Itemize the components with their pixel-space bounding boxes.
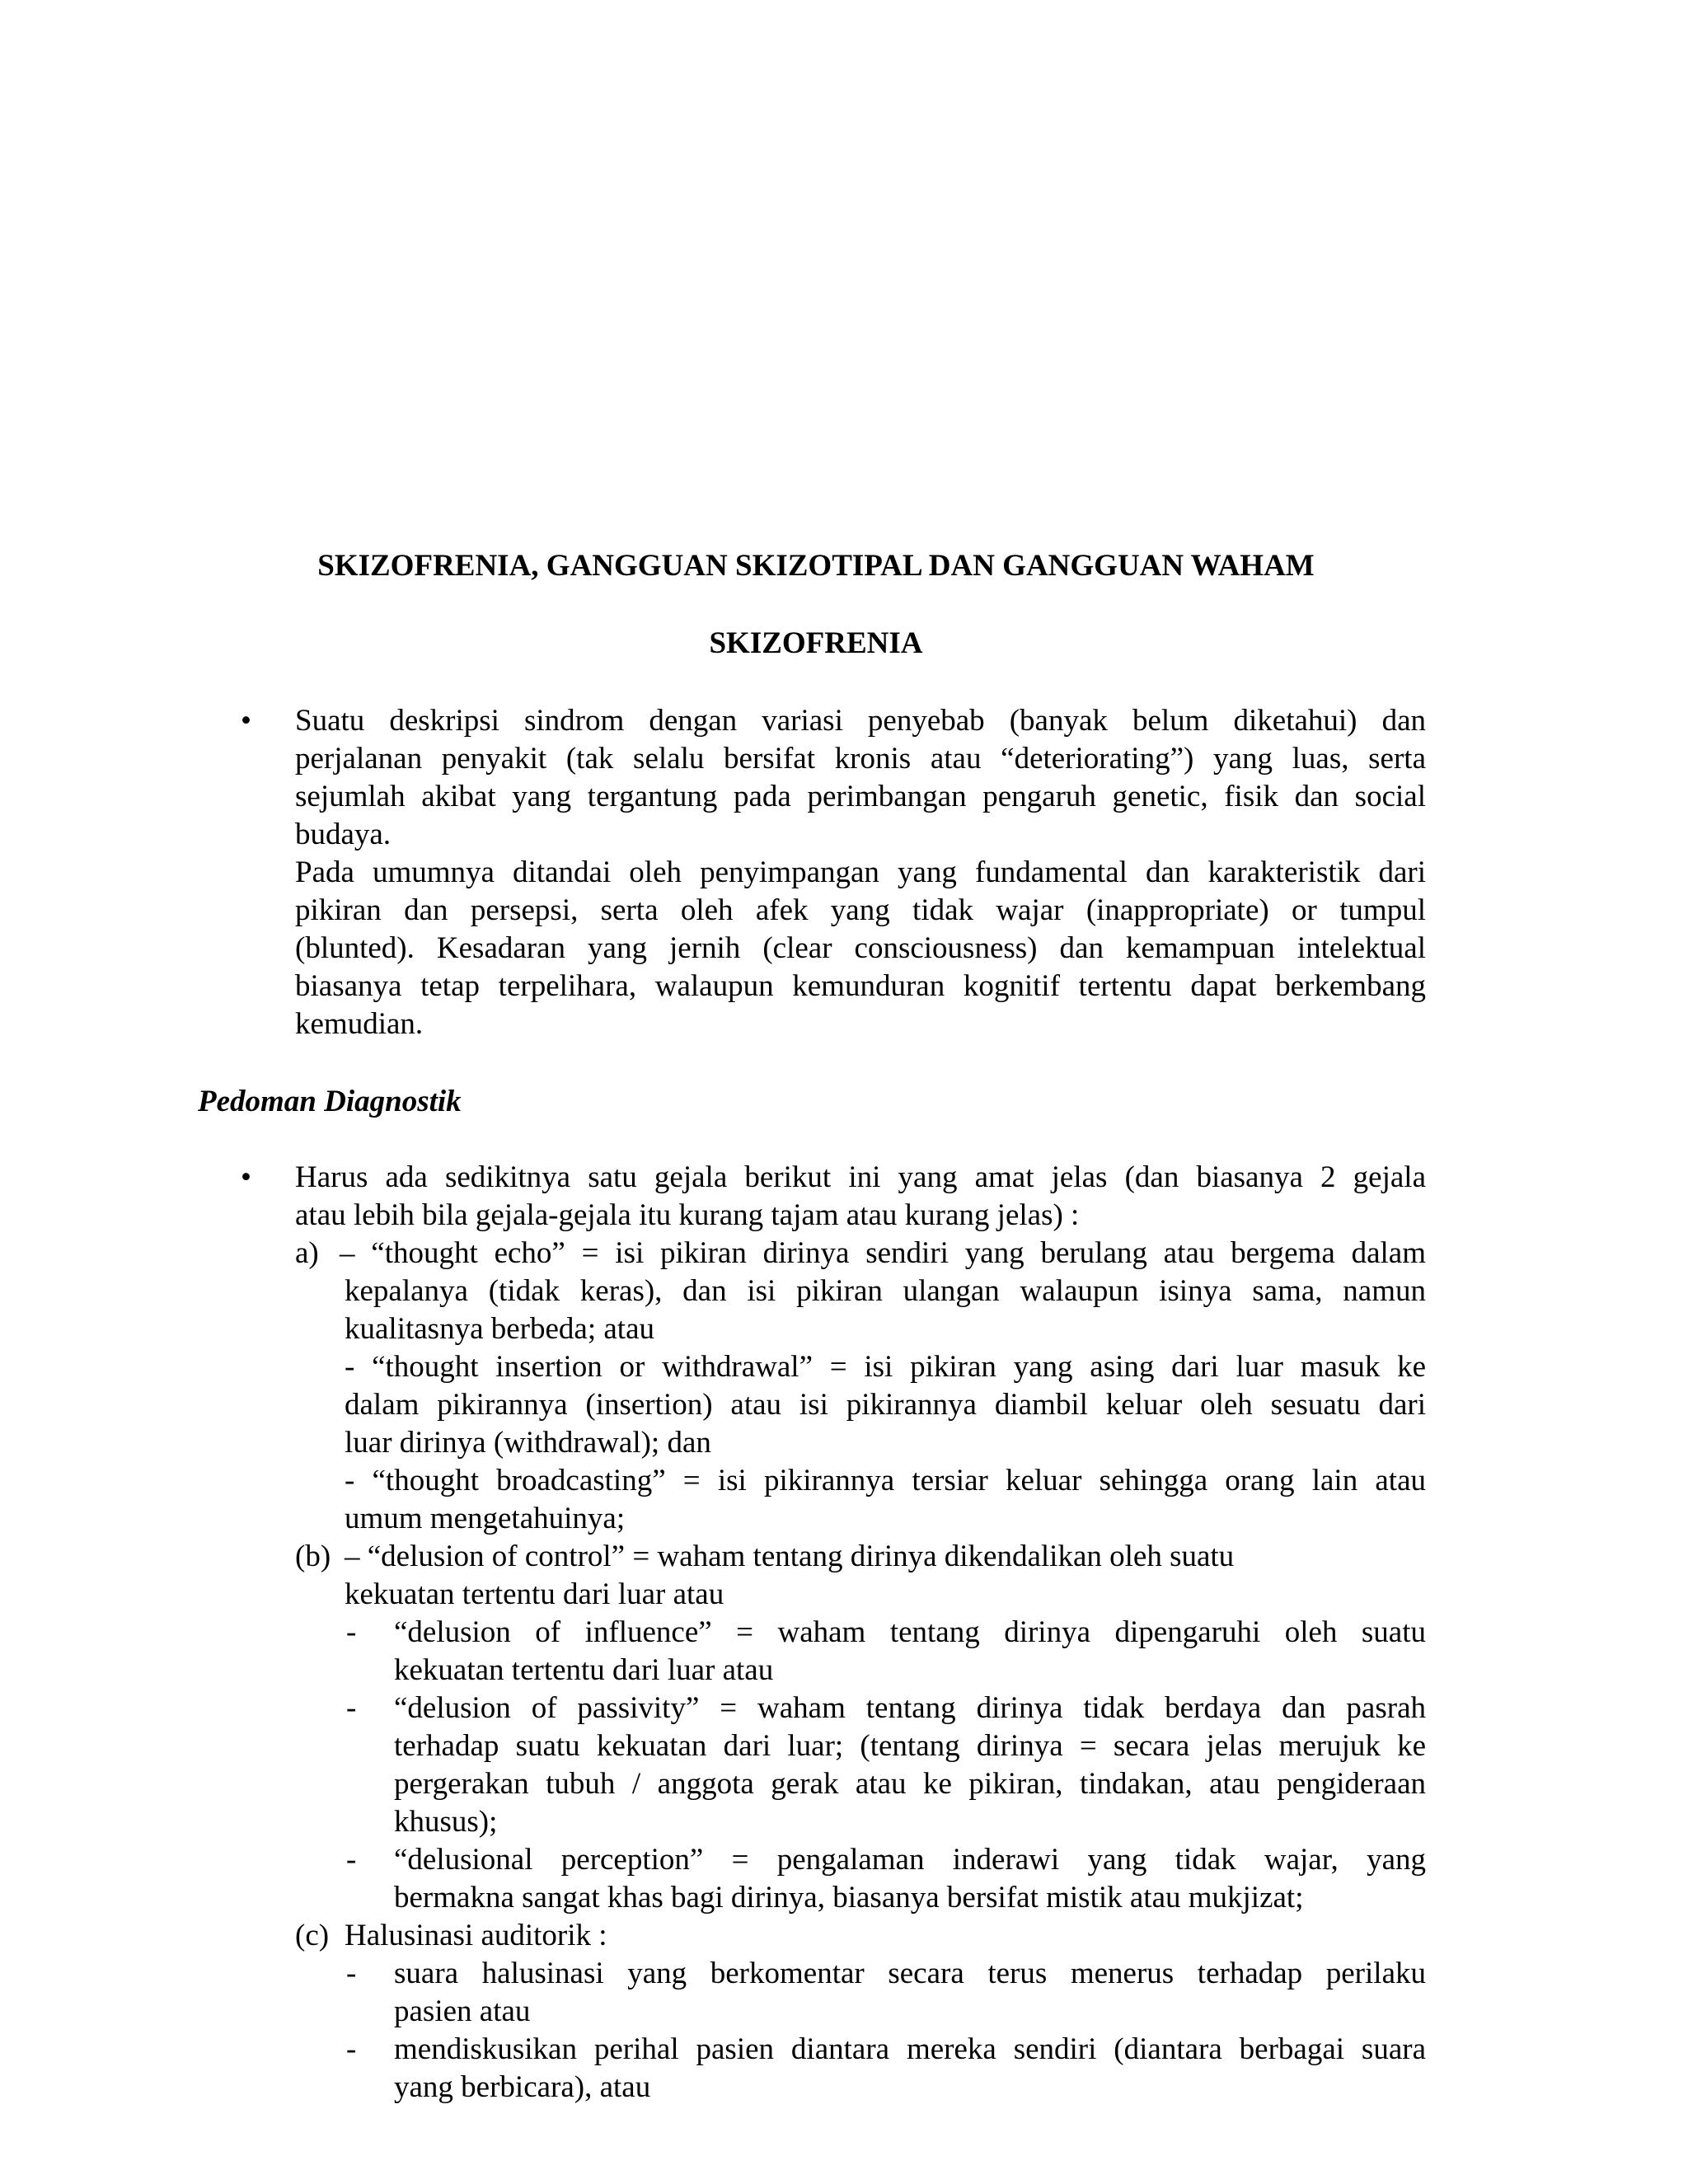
item-a-line: kualitasnya berbeda; atau xyxy=(345,1312,654,1346)
item-c-sub-line: suara halusinasi yang berkomentar secara terus menerus terhadap perilaku xyxy=(394,1957,1426,1990)
criteria-intro-line: Harus ada sedikitnya satu gejala berikut ini yang amat jelas (dan biasanya 2 gejala xyxy=(295,1160,1426,1194)
item-c-sub-line: mendiskusikan perihal pasien diantara mereka sendiri (diantara berbagai suara xyxy=(394,2032,1426,2066)
intro-line: biasanya tetap terpelihara, walaupun kemunduran kognitif tertentu dapat berkembang xyxy=(295,969,1426,1003)
item-a-line: – “thought echo” = isi pikiran dirinya sendiri yang berulang atau bergema dalam xyxy=(340,1236,1426,1270)
item-a-marker: a) xyxy=(295,1236,319,1270)
intro-line: sejumlah akibat yang tergantung pada perimbangan pengaruh genetic, fisik dan social xyxy=(295,780,1426,813)
item-a-line: kepalanya (tidak keras), dan isi pikiran ulangan walaupun isinya sama, namun xyxy=(345,1274,1426,1308)
bullet-icon: • xyxy=(241,1160,251,1194)
intro-line: kemudian. xyxy=(295,1007,424,1041)
item-b-sub-dash: - xyxy=(346,1615,357,1649)
item-c-label: Halusinasi auditorik : xyxy=(345,1919,607,1952)
document-title: SKIZOFRENIA, GANGGUAN SKIZOTIPAL DAN GANGGUAN WAHAM xyxy=(317,549,1315,583)
item-a-line: umum mengetahuinya; xyxy=(345,1502,626,1535)
item-c-marker: (c) xyxy=(295,1919,330,1952)
item-a-line: - “thought broadcasting” = isi pikirannya tersiar keluar sehingga orang lain atau xyxy=(345,1464,1426,1497)
item-a-line: - “thought insertion or withdrawal” = isi pikiran yang asing dari luar masuk ke xyxy=(345,1350,1426,1384)
item-b-sub-line: “delusional perception” = pengalaman inderawi yang tidak wajar, yang xyxy=(394,1843,1426,1877)
item-a-line: dalam pikirannya (insertion) atau isi pikirannya diambil keluar oleh sesuatu dari xyxy=(345,1388,1426,1422)
item-c-sub-dash: - xyxy=(346,1957,357,1990)
bullet-icon: • xyxy=(241,704,251,738)
item-a-line: luar dirinya (withdrawal); dan xyxy=(345,1426,711,1460)
item-b-sub-line: terhadap suatu kekuatan dari luar; (tentang dirinya = secara jelas merujuk ke xyxy=(394,1729,1426,1763)
criteria-intro-line: atau lebih bila gejala-gejala itu kurang tajam atau kurang jelas) : xyxy=(295,1198,1080,1232)
document-subtitle: SKIZOFRENIA xyxy=(709,626,923,660)
item-b-marker: (b) xyxy=(295,1540,331,1573)
item-b-sub-line: khusus); xyxy=(394,1805,498,1839)
item-c-sub-line: yang berbicara), atau xyxy=(394,2070,651,2104)
item-b-line: kekuatan tertentu dari luar atau xyxy=(345,1577,724,1611)
item-b-sub-dash: - xyxy=(346,1691,357,1725)
intro-line: budaya. xyxy=(295,818,392,851)
item-c-sub-dash: - xyxy=(346,2032,357,2066)
section-heading: Pedoman Diagnostik xyxy=(198,1085,462,1118)
item-b-sub-line: “delusion of influence” = waham tentang dirinya dipengaruhi oleh suatu xyxy=(394,1615,1426,1649)
item-b-sub-line: “delusion of passivity” = waham tentang dirinya tidak berdaya dan pasrah xyxy=(394,1691,1426,1725)
item-b-sub-line: bermakna sangat khas bagi dirinya, biasanya bersifat mistik atau mukjizat; xyxy=(394,1881,1304,1915)
item-c-sub-line: pasien atau xyxy=(394,1994,531,2028)
intro-line: perjalanan penyakit (tak selalu bersifat kronis atau “deteriorating”) yang luas, serta xyxy=(295,742,1426,776)
intro-line: (blunted). Kesadaran yang jernih (clear consciousness) dan kemampuan intelektual xyxy=(295,931,1426,965)
item-b-line: – “delusion of control” = waham tentang dirinya dikendalikan oleh suatu xyxy=(345,1540,1235,1573)
intro-line: Suatu deskripsi sindrom dengan variasi penyebab (banyak belum diketahui) dan xyxy=(295,704,1426,738)
item-b-sub-line: pergerakan tubuh / anggota gerak atau ke pikiran, tindakan, atau pengideraan xyxy=(394,1767,1426,1801)
intro-line: pikiran dan persepsi, serta oleh afek yang tidak wajar (inappropriate) or tumpul xyxy=(295,893,1426,927)
item-b-sub-line: kekuatan tertentu dari luar atau xyxy=(394,1653,774,1687)
intro-line: Pada umumnya ditandai oleh penyimpangan yang fundamental dan karakteristik dari xyxy=(295,855,1426,889)
item-b-sub-dash: - xyxy=(346,1843,357,1877)
